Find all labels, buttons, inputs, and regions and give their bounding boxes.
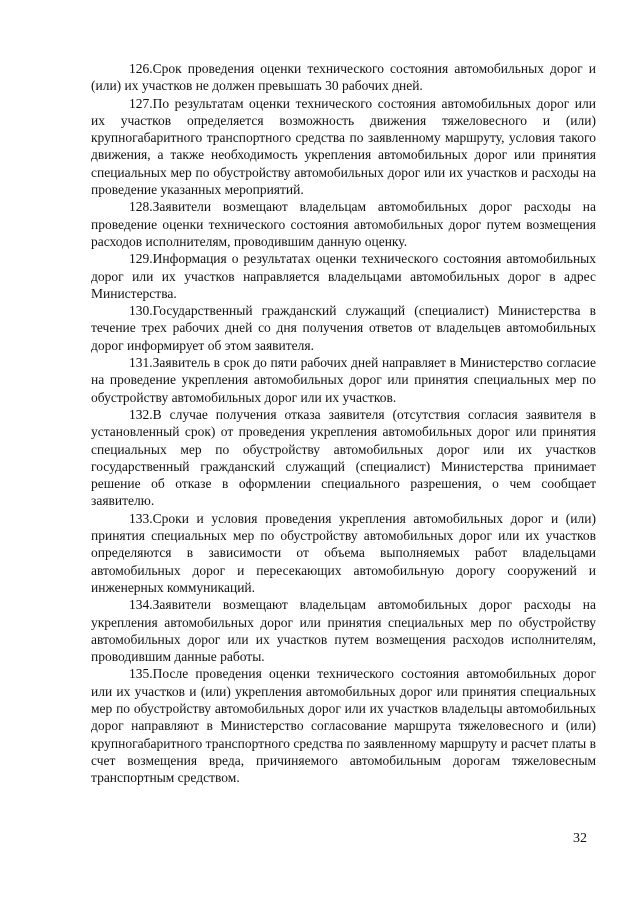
paragraph-130: 130.Государственный гражданский служащий (специалист) Министерства в течение трех рабочих дней со дня получения ответов от владельцев автомобильных дорог информирует об этом заявителя.	[91, 303, 596, 353]
paragraph-126: 126.Срок проведения оценки технического состояния автомобильных дорог и (или) их участков не должен превышать 30 рабочих дней.	[91, 61, 596, 94]
page-number: 32	[573, 831, 587, 846]
paragraph-127: 127.По результатам оценки технического состояния автомобильных дорог или их участков определяется возможность движения тяжеловесного и (или) крупногабаритного транспортного средства по заявленному маршруту, условия такого движения, а также необходимость укрепления автомобильных дорог или принятия специальных мер по обустройству автомобильных дорог или их участков и расходы на проведение указанных мероприятий.	[91, 95, 596, 198]
paragraph-135: 135.После проведения оценки технического состояния автомобильных дорог или их участков и (или) укрепления автомобильных дорог или принятия специальных мер по обустройству автомобильных дорог или их участков владельцы автомобильных дорог направляют в Министерство согласование маршрута тяжеловесного и (или) крупногабаритного транспортного средства по заявленному маршруту и расчет платы в счет возмещения вреда, причиняемого автомобильным дорогам тяжеловесным транспортным средством.	[91, 666, 596, 786]
paragraph-133: 133.Сроки и условия проведения укрепления автомобильных дорог и (или) принятия специальных мер по обустройству автомобильных дорог или их участков определяются в зависимости от объема выполняемых работ владельцами автомобильных дорог и пересекающих автомобильную дорогу сооружений и инженерных коммуникаций.	[91, 510, 596, 595]
paragraph-131: 131.Заявитель в срок до пяти рабочих дней направляет в Министерство согласие на проведение укрепления автомобильных дорог или принятия специальных мер по обустройству автомобильных дорог или их участков.	[91, 355, 596, 405]
paragraph-134: 134.Заявители возмещают владельцам автомобильных дорог расходы на укрепления автомобильных дорог или принятия специальных мер по обустройству автомобильных дорог или их участков путем возмещения расходов исполнителям, проводившим данные работы.	[91, 597, 596, 665]
paragraph-129: 129.Информация о результатах оценки технического состояния автомобильных дорог или их участков направляется владельцами автомобильных дорог в адрес Министерства.	[91, 251, 596, 301]
document-body	[91, 60, 596, 786]
paragraph-128: 128.Заявители возмещают владельцам автомобильных дорог расходы на проведение оценки технического состояния автомобильных дорог путем возмещения расходов исполнителям, проводившим данную оценку.	[91, 199, 596, 249]
paragraph-132: 132.В случае получения отказа заявителя (отсутствия согласия заявителя в установленный срок) от проведения укрепления автомобильных дорог или принятия специальных мер по обустройству автомобильных дорог или их участков государственный гражданский служащий (специалист) Министерства принимает решение об отказе в оформлении специального разрешения, о чем сообщает заявителю.	[91, 406, 596, 509]
